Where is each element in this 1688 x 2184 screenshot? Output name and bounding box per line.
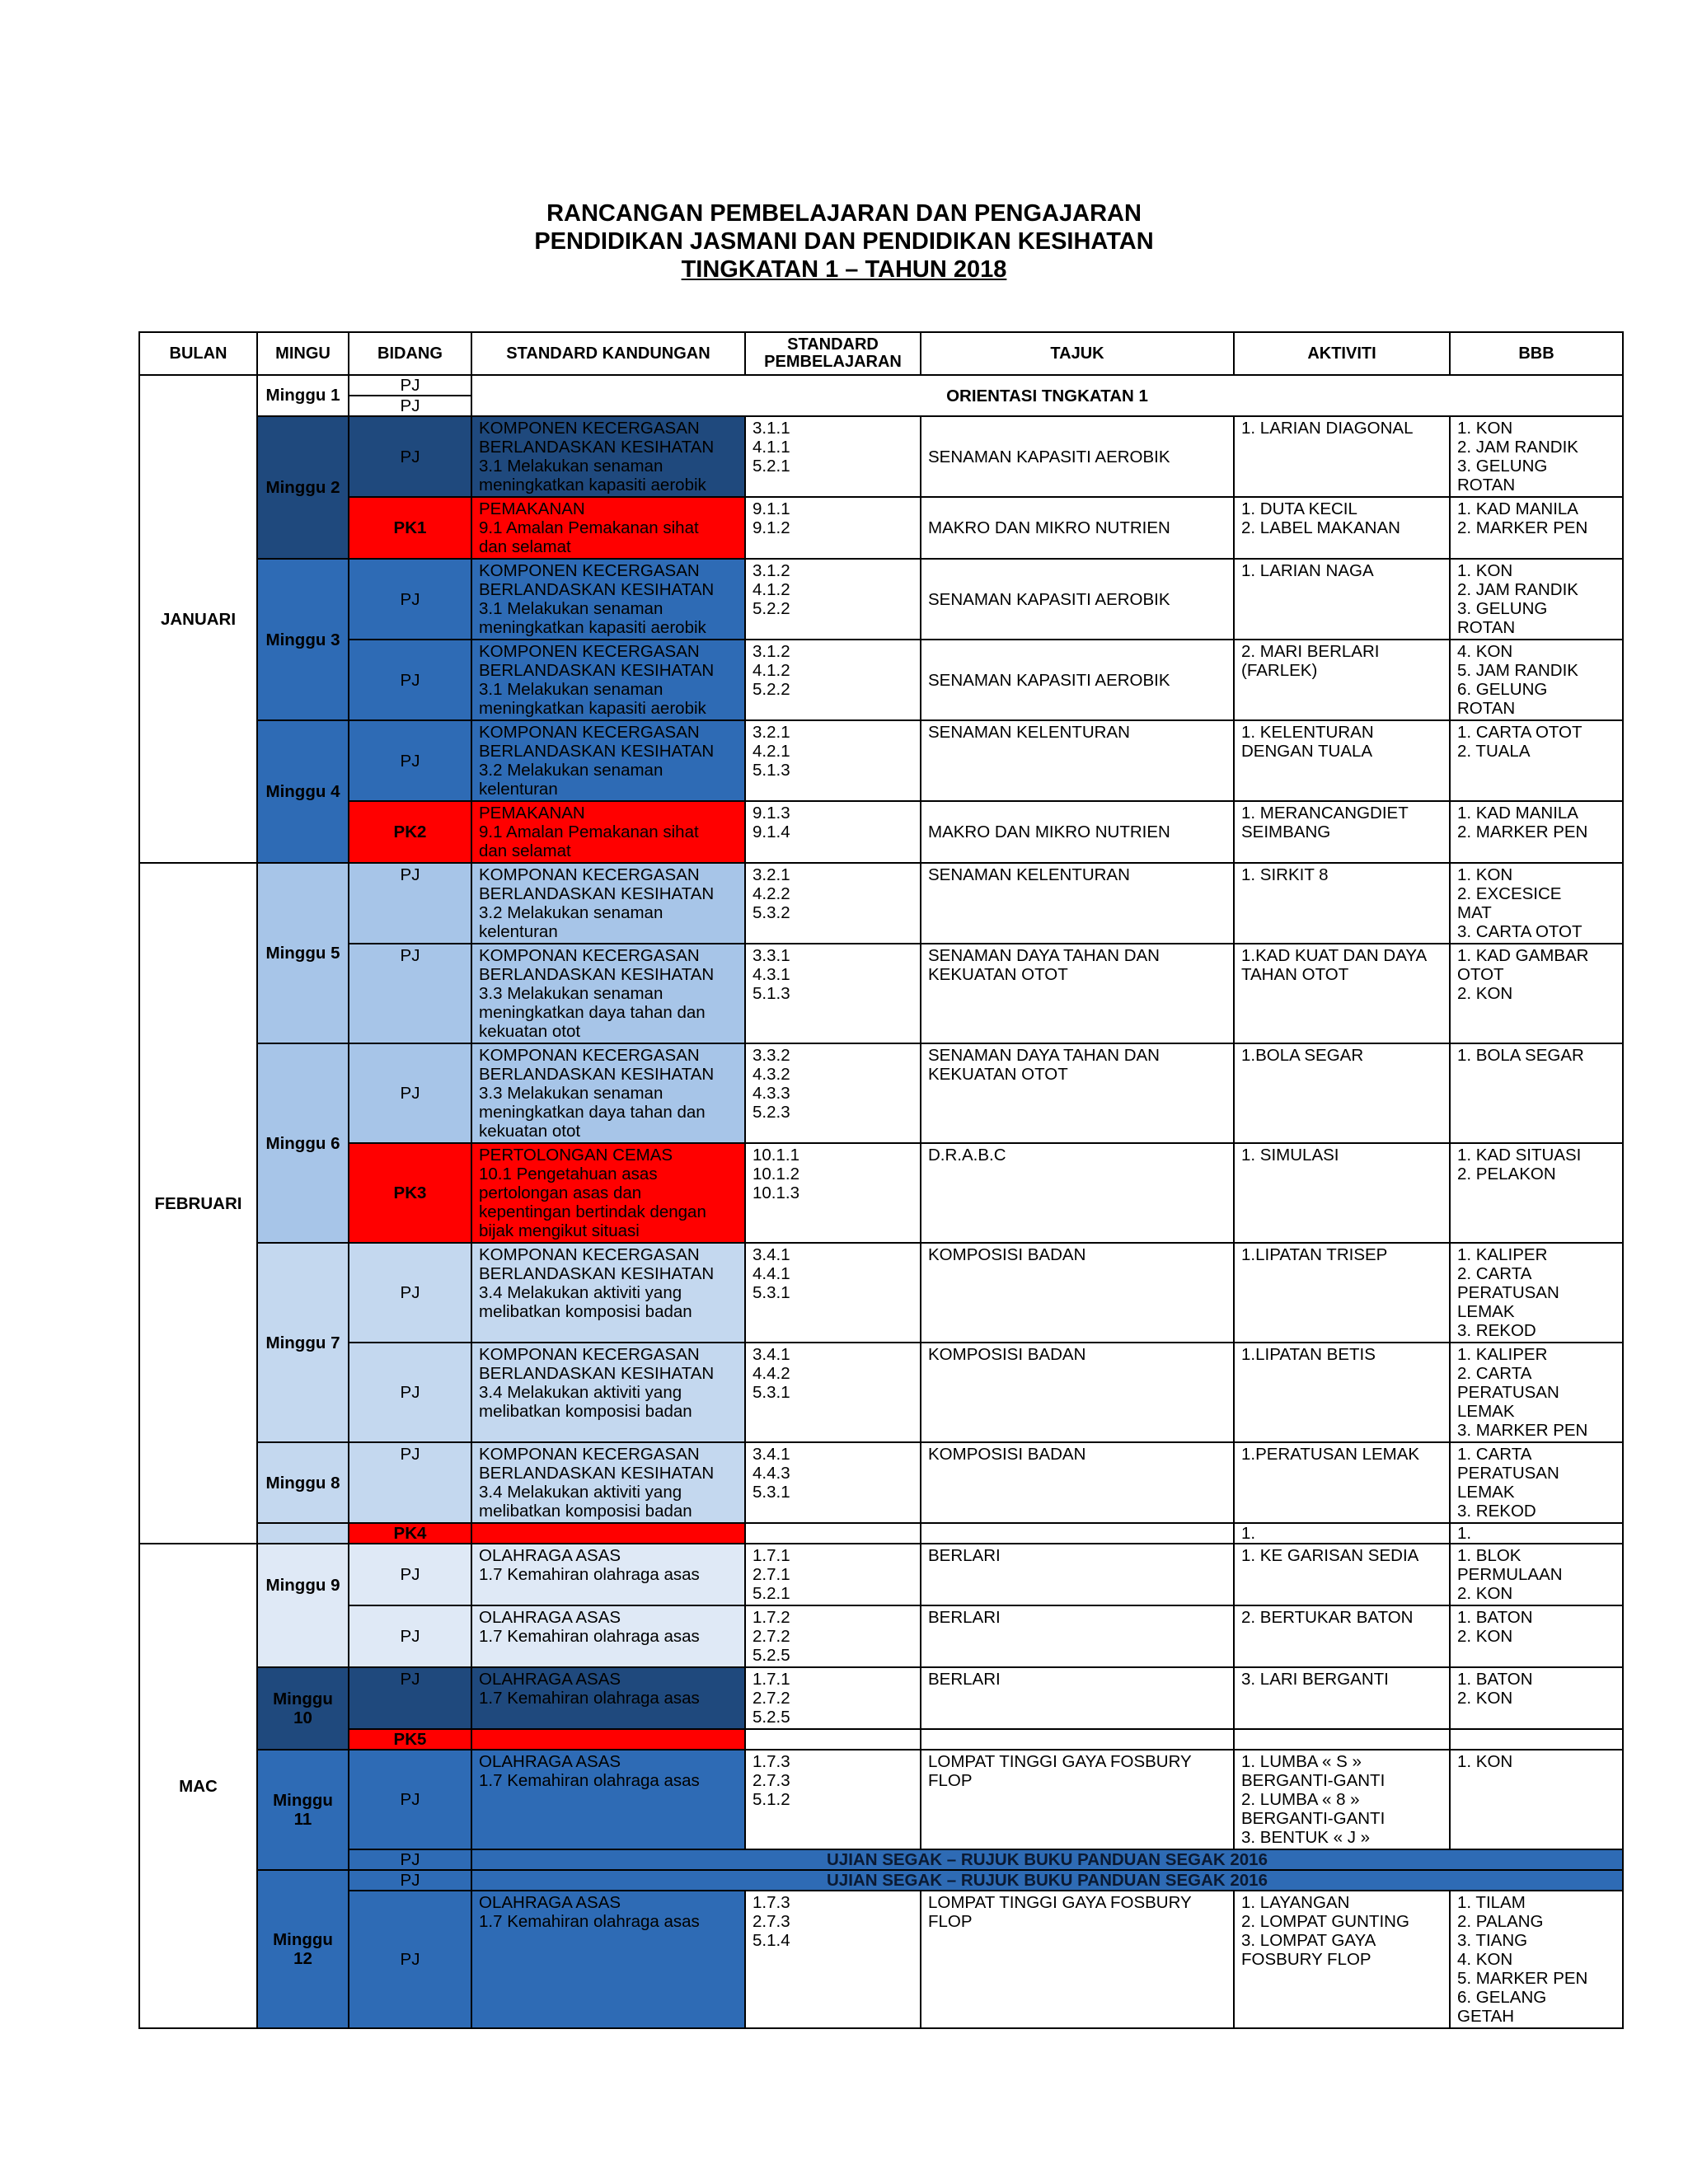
- table-row: [139, 1544, 1623, 1605]
- header-bidang: BIDANG: [349, 332, 471, 375]
- aktiviti-cell: 1.KAD KUAT DAN DAYA TAHAN OTOT: [1234, 944, 1450, 1043]
- bidang-cell: PJ: [349, 1043, 471, 1143]
- standard-pembelajaran-cell: 3.3.2 4.3.2 4.3.3 5.2.3: [745, 1043, 921, 1143]
- bbb-cell: 1. KAD SITUASI 2. PELAKON: [1450, 1143, 1623, 1243]
- month-mac: MAC: [139, 1544, 257, 2028]
- table-row: [139, 1667, 1623, 1729]
- standard-pembelajaran-cell: 3.1.1 4.1.1 5.2.1: [745, 416, 921, 497]
- standard-pembelajaran-cell: 3.1.2 4.1.2 5.2.2: [745, 640, 921, 720]
- table-row: [139, 1729, 1623, 1750]
- bidang-cell: PJ: [349, 375, 471, 396]
- aktiviti-cell: 1. SIRKIT 8: [1234, 863, 1450, 944]
- bbb-cell: 1. BATON 2. KON: [1450, 1667, 1623, 1729]
- tajuk-cell: SENAMAN KELENTURAN: [921, 720, 1234, 801]
- tajuk-cell: KOMPOSISI BADAN: [921, 1442, 1234, 1523]
- week-10: Minggu 10: [257, 1667, 349, 1750]
- standard-pembelajaran-cell: 1.7.1 2.7.2 5.2.5: [745, 1667, 921, 1729]
- standard-pembelajaran-cell: 3.3.1 4.3.1 5.1.3: [745, 944, 921, 1043]
- table-row: [139, 863, 1623, 944]
- header-bbb: BBB: [1450, 332, 1623, 375]
- bbb-cell: 1. KON: [1450, 1750, 1623, 1849]
- standard-pembelajaran-cell: 1.7.2 2.7.2 5.2.5: [745, 1605, 921, 1667]
- tajuk-cell: BERLARI: [921, 1667, 1234, 1729]
- tajuk-cell: SENAMAN KAPASITI AEROBIK: [921, 559, 1234, 640]
- standard-kandungan-cell: KOMPONEN KECERGASAN BERLANDASKAN KESIHATAN 3.1 Melakukan senaman meningkatkan kapasiti aerobik: [471, 559, 745, 640]
- bidang-cell: PJ: [349, 416, 471, 497]
- aktiviti-cell: 1.: [1234, 1523, 1450, 1544]
- ujian-segak-banner: UJIAN SEGAK – RUJUK BUKU PANDUAN SEGAK 2016: [471, 1870, 1623, 1891]
- ujian-segak-banner: UJIAN SEGAK – RUJUK BUKU PANDUAN SEGAK 2016: [471, 1849, 1623, 1870]
- doc-title-line3: TINGKATAN 1 – TAHUN 2018: [681, 256, 1007, 283]
- bbb-cell: 1. CARTA OTOT 2. TUALA: [1450, 720, 1623, 801]
- standard-kandungan-cell: KOMPONAN KECERGASAN BERLANDASKAN KESIHATAN 3.4 Melakukan aktiviti yang melibatkan komposisi badan: [471, 1442, 745, 1523]
- month-januari: JANUARI: [139, 375, 257, 863]
- week-1: Minggu 1: [257, 375, 349, 416]
- bbb-cell: 1. KON 2. JAM RANDIK 3. GELUNG ROTAN: [1450, 416, 1623, 497]
- table-row: [139, 1243, 1623, 1343]
- bbb-cell: 1. KON 2. JAM RANDIK 3. GELUNG ROTAN: [1450, 559, 1623, 640]
- header-aktiviti: AKTIVITI: [1234, 332, 1450, 375]
- standard-kandungan-cell: OLAHRAGA ASAS 1.7 Kemahiran olahraga asas: [471, 1544, 745, 1605]
- table-row: [139, 375, 1623, 396]
- standard-kandungan-cell: KOMPONAN KECERGASAN BERLANDASKAN KESIHATAN 3.2 Melakukan senaman kelenturan: [471, 863, 745, 944]
- standard-pembelajaran-cell: 9.1.1 9.1.2: [745, 497, 921, 559]
- bbb-cell: 1. TILAM 2. PALANG 3. TIANG 4. KON 5. MARKER PEN 6. GELANG GETAH: [1450, 1891, 1623, 2028]
- table-row: [139, 559, 1623, 640]
- aktiviti-cell: 1.LIPATAN BETIS: [1234, 1343, 1450, 1442]
- table-row: [139, 1849, 1623, 1870]
- standard-kandungan-cell: KOMPONEN KECERGASAN BERLANDASKAN KESIHATAN 3.1 Melakukan senaman meningkatkan kapasiti aerobik: [471, 416, 745, 497]
- aktiviti-cell: 1.LIPATAN TRISEP: [1234, 1243, 1450, 1343]
- aktiviti-cell: 1. LUMBA « S » BERGANTI-GANTI 2. LUMBA « 8 » BERGANTI-GANTI 3. BENTUK « J »: [1234, 1750, 1450, 1849]
- header-standard-kandungan: STANDARD KANDUNGAN: [471, 332, 745, 375]
- tajuk-cell: MAKRO DAN MIKRO NUTRIEN: [921, 497, 1234, 559]
- week-9: Minggu 9: [257, 1544, 349, 1667]
- tajuk-cell: SENAMAN DAYA TAHAN DAN KEKUATAN OTOT: [921, 944, 1234, 1043]
- aktiviti-cell: 1.PERATUSAN LEMAK: [1234, 1442, 1450, 1523]
- header-standard-pembelajaran: STANDARD PEMBELAJARAN: [745, 332, 921, 375]
- table-row: [139, 1442, 1623, 1523]
- aktiviti-cell: 1. DUTA KECIL 2. LABEL MAKANAN: [1234, 497, 1450, 559]
- bidang-cell: PJ: [349, 1243, 471, 1343]
- bbb-cell: 4. KON 5. JAM RANDIK 6. GELUNG ROTAN: [1450, 640, 1623, 720]
- aktiviti-cell: 1. LARIAN DIAGONAL: [1234, 416, 1450, 497]
- bbb-cell: 1. KAD MANILA 2. MARKER PEN: [1450, 801, 1623, 863]
- tajuk-cell: D.R.A.B.C: [921, 1143, 1234, 1243]
- week-7: Minggu 7: [257, 1243, 349, 1442]
- bidang-cell: PJ: [349, 1442, 471, 1523]
- standard-kandungan-cell: KOMPONAN KECERGASAN BERLANDASKAN KESIHATAN 3.3 Melakukan senaman meningkatkan daya tahan dan kekuatan otot: [471, 1043, 745, 1143]
- standard-kandungan-cell: OLAHRAGA ASAS 1.7 Kemahiran olahraga asas: [471, 1891, 745, 2028]
- bidang-cell: PK4: [349, 1523, 471, 1544]
- standard-kandungan-cell: PERTOLONGAN CEMAS 10.1 Pengetahuan asas pertolongan asas dan kepentingan bertindak dengan bijak mengikut situasi: [471, 1143, 745, 1243]
- standard-kandungan-cell: KOMPONAN KECERGASAN BERLANDASKAN KESIHATAN 3.2 Melakukan senaman kelenturan: [471, 720, 745, 801]
- bbb-cell: 1. BATON 2. KON: [1450, 1605, 1623, 1667]
- standard-pembelajaran-cell: 1.7.1 2.7.1 5.2.1: [745, 1544, 921, 1605]
- tajuk-cell: KOMPOSISI BADAN: [921, 1343, 1234, 1442]
- table-row: [139, 720, 1623, 801]
- standard-kandungan-cell: OLAHRAGA ASAS 1.7 Kemahiran olahraga asas: [471, 1750, 745, 1849]
- aktiviti-cell: 3. LARI BERGANTI: [1234, 1667, 1450, 1729]
- bidang-cell: PJ: [349, 1544, 471, 1605]
- week-6: Minggu 6: [257, 1043, 349, 1243]
- aktiviti-cell: 1. SIMULASI: [1234, 1143, 1450, 1243]
- standard-pembelajaran-cell: 3.4.1 4.4.3 5.3.1: [745, 1442, 921, 1523]
- bbb-cell: 1. BOLA SEGAR: [1450, 1043, 1623, 1143]
- standard-pembelajaran-cell: [745, 1523, 921, 1544]
- table-row: [139, 1605, 1623, 1667]
- bbb-cell: 1. KON 2. EXCESICE MAT 3. CARTA OTOT: [1450, 863, 1623, 944]
- table-row: [139, 1891, 1623, 2028]
- standard-kandungan-cell: PEMAKANAN 9.1 Amalan Pemakanan sihat dan selamat: [471, 801, 745, 863]
- bidang-cell: PJ: [349, 1870, 471, 1891]
- bbb-cell: 1. CARTA PERATUSAN LEMAK 3. REKOD: [1450, 1442, 1623, 1523]
- aktiviti-cell: 1. KELENTURAN DENGAN TUALA: [1234, 720, 1450, 801]
- table-row: [139, 1750, 1623, 1849]
- table-row: [139, 1043, 1623, 1143]
- bbb-cell: 1. KAD GAMBAR OTOT 2. KON: [1450, 944, 1623, 1043]
- week-3: Minggu 3: [257, 559, 349, 720]
- week-cell-empty: [257, 1523, 349, 1544]
- aktiviti-cell: 2. MARI BERLARI (FARLEK): [1234, 640, 1450, 720]
- table-row: [139, 640, 1623, 720]
- tajuk-cell: BERLARI: [921, 1544, 1234, 1605]
- bidang-cell: PJ: [349, 396, 471, 416]
- bidang-cell: PJ: [349, 559, 471, 640]
- tajuk-cell: KOMPOSISI BADAN: [921, 1243, 1234, 1343]
- bidang-cell: PK5: [349, 1729, 471, 1750]
- bbb-cell: 1. BLOK PERMULAAN 2. KON: [1450, 1544, 1623, 1605]
- standard-kandungan-cell: KOMPONAN KECERGASAN BERLANDASKAN KESIHATAN 3.4 Melakukan aktiviti yang melibatkan komposisi badan: [471, 1243, 745, 1343]
- tajuk-cell: SENAMAN KAPASITI AEROBIK: [921, 416, 1234, 497]
- tajuk-cell: [921, 1523, 1234, 1544]
- aktiviti-cell: 1. KE GARISAN SEDIA: [1234, 1544, 1450, 1605]
- bbb-cell: 1.: [1450, 1523, 1623, 1544]
- bbb-cell: 1. KALIPER 2. CARTA PERATUSAN LEMAK 3. MARKER PEN: [1450, 1343, 1623, 1442]
- orientation-row: ORIENTASI TNGKATAN 1: [471, 375, 1623, 416]
- table-row: [139, 944, 1623, 1043]
- standard-pembelajaran-cell: 10.1.1 10.1.2 10.1.3: [745, 1143, 921, 1243]
- header-tajuk: TAJUK: [921, 332, 1234, 375]
- standard-kandungan-cell: OLAHRAGA ASAS 1.7 Kemahiran olahraga asas: [471, 1605, 745, 1667]
- bidang-cell: PJ: [349, 1343, 471, 1442]
- aktiviti-cell: 2. BERTUKAR BATON: [1234, 1605, 1450, 1667]
- tajuk-cell: SENAMAN KELENTURAN: [921, 863, 1234, 944]
- bidang-cell: PJ: [349, 944, 471, 1043]
- week-12: Minggu 12: [257, 1870, 349, 2028]
- standard-pembelajaran-cell: 3.4.1 4.4.2 5.3.1: [745, 1343, 921, 1442]
- bidang-cell: PJ: [349, 863, 471, 944]
- bidang-cell: PK1: [349, 497, 471, 559]
- standard-pembelajaran-cell: 3.4.1 4.4.1 5.3.1: [745, 1243, 921, 1343]
- week-4: Minggu 4: [257, 720, 349, 863]
- tajuk-cell: LOMPAT TINGGI GAYA FOSBURY FLOP: [921, 1891, 1234, 2028]
- header-bulan: BULAN: [139, 332, 257, 375]
- week-11: Minggu 11: [257, 1750, 349, 1870]
- aktiviti-cell: 1.BOLA SEGAR: [1234, 1043, 1450, 1143]
- lesson-plan-table: [138, 331, 1624, 2029]
- table-row: [139, 1343, 1623, 1442]
- tajuk-cell: MAKRO DAN MIKRO NUTRIEN: [921, 801, 1234, 863]
- bidang-cell: PJ: [349, 1667, 471, 1729]
- table-row: [139, 497, 1623, 559]
- aktiviti-cell: [1234, 1729, 1450, 1750]
- standard-pembelajaran-cell: 3.2.1 4.2.1 5.1.3: [745, 720, 921, 801]
- standard-kandungan-cell: [471, 1523, 745, 1544]
- aktiviti-cell: 1. MERANCANGDIET SEIMBANG: [1234, 801, 1450, 863]
- standard-kandungan-cell: OLAHRAGA ASAS 1.7 Kemahiran olahraga asas: [471, 1667, 745, 1729]
- bidang-cell: PK2: [349, 801, 471, 863]
- doc-title-line1: RANCANGAN PEMBELAJARAN DAN PENGAJARAN: [546, 200, 1142, 227]
- bidang-cell: PJ: [349, 1750, 471, 1849]
- header-mingu: MINGU: [257, 332, 349, 375]
- standard-pembelajaran-cell: 3.2.1 4.2.2 5.3.2: [745, 863, 921, 944]
- standard-pembelajaran-cell: 3.1.2 4.1.2 5.2.2: [745, 559, 921, 640]
- standard-pembelajaran-cell: 1.7.3 2.7.3 5.1.2: [745, 1750, 921, 1849]
- month-februari: FEBRUARI: [139, 863, 257, 1544]
- doc-title-line2: PENDIDIKAN JASMANI DAN PENDIDIKAN KESIHATAN: [534, 228, 1154, 255]
- tajuk-cell: [921, 1729, 1234, 1750]
- standard-pembelajaran-cell: [745, 1729, 921, 1750]
- week-8: Minggu 8: [257, 1442, 349, 1523]
- table-row: [139, 416, 1623, 497]
- tajuk-cell: SENAMAN DAYA TAHAN DAN KEKUATAN OTOT: [921, 1043, 1234, 1143]
- header-row: [139, 332, 1623, 375]
- table-row: [139, 1870, 1623, 1891]
- standard-pembelajaran-cell: 1.7.3 2.7.3 5.1.4: [745, 1891, 921, 2028]
- bidang-cell: PJ: [349, 720, 471, 801]
- bbb-cell: 1. KAD MANILA 2. MARKER PEN: [1450, 497, 1623, 559]
- tajuk-cell: LOMPAT TINGGI GAYA FOSBURY FLOP: [921, 1750, 1234, 1849]
- bidang-cell: PJ: [349, 640, 471, 720]
- standard-kandungan-cell: KOMPONAN KECERGASAN BERLANDASKAN KESIHATAN 3.4 Melakukan aktiviti yang melibatkan komposisi badan: [471, 1343, 745, 1442]
- bidang-cell: PJ: [349, 1849, 471, 1870]
- standard-kandungan-cell: KOMPONEN KECERGASAN BERLANDASKAN KESIHATAN 3.1 Melakukan senaman meningkatkan kapasiti aerobik: [471, 640, 745, 720]
- table-row: [139, 1143, 1623, 1243]
- table-row: [139, 801, 1623, 863]
- week-2: Minggu 2: [257, 416, 349, 559]
- bidang-cell: PK3: [349, 1143, 471, 1243]
- aktiviti-cell: 1. LAYANGAN 2. LOMPAT GUNTING 3. LOMPAT GAYA FOSBURY FLOP: [1234, 1891, 1450, 2028]
- week-5: Minggu 5: [257, 863, 349, 1043]
- standard-pembelajaran-cell: 9.1.3 9.1.4: [745, 801, 921, 863]
- table-row: [139, 1523, 1623, 1544]
- bbb-cell: 1. KALIPER 2. CARTA PERATUSAN LEMAK 3. REKOD: [1450, 1243, 1623, 1343]
- bbb-cell: [1450, 1729, 1623, 1750]
- bidang-cell: PJ: [349, 1891, 471, 2028]
- bidang-cell: PJ: [349, 1605, 471, 1667]
- aktiviti-cell: 1. LARIAN NAGA: [1234, 559, 1450, 640]
- tajuk-cell: SENAMAN KAPASITI AEROBIK: [921, 640, 1234, 720]
- standard-kandungan-cell: KOMPONAN KECERGASAN BERLANDASKAN KESIHATAN 3.3 Melakukan senaman meningkatkan daya tahan dan kekuatan otot: [471, 944, 745, 1043]
- tajuk-cell: BERLARI: [921, 1605, 1234, 1667]
- standard-kandungan-cell: PEMAKANAN 9.1 Amalan Pemakanan sihat dan selamat: [471, 497, 745, 559]
- standard-kandungan-cell: [471, 1729, 745, 1750]
